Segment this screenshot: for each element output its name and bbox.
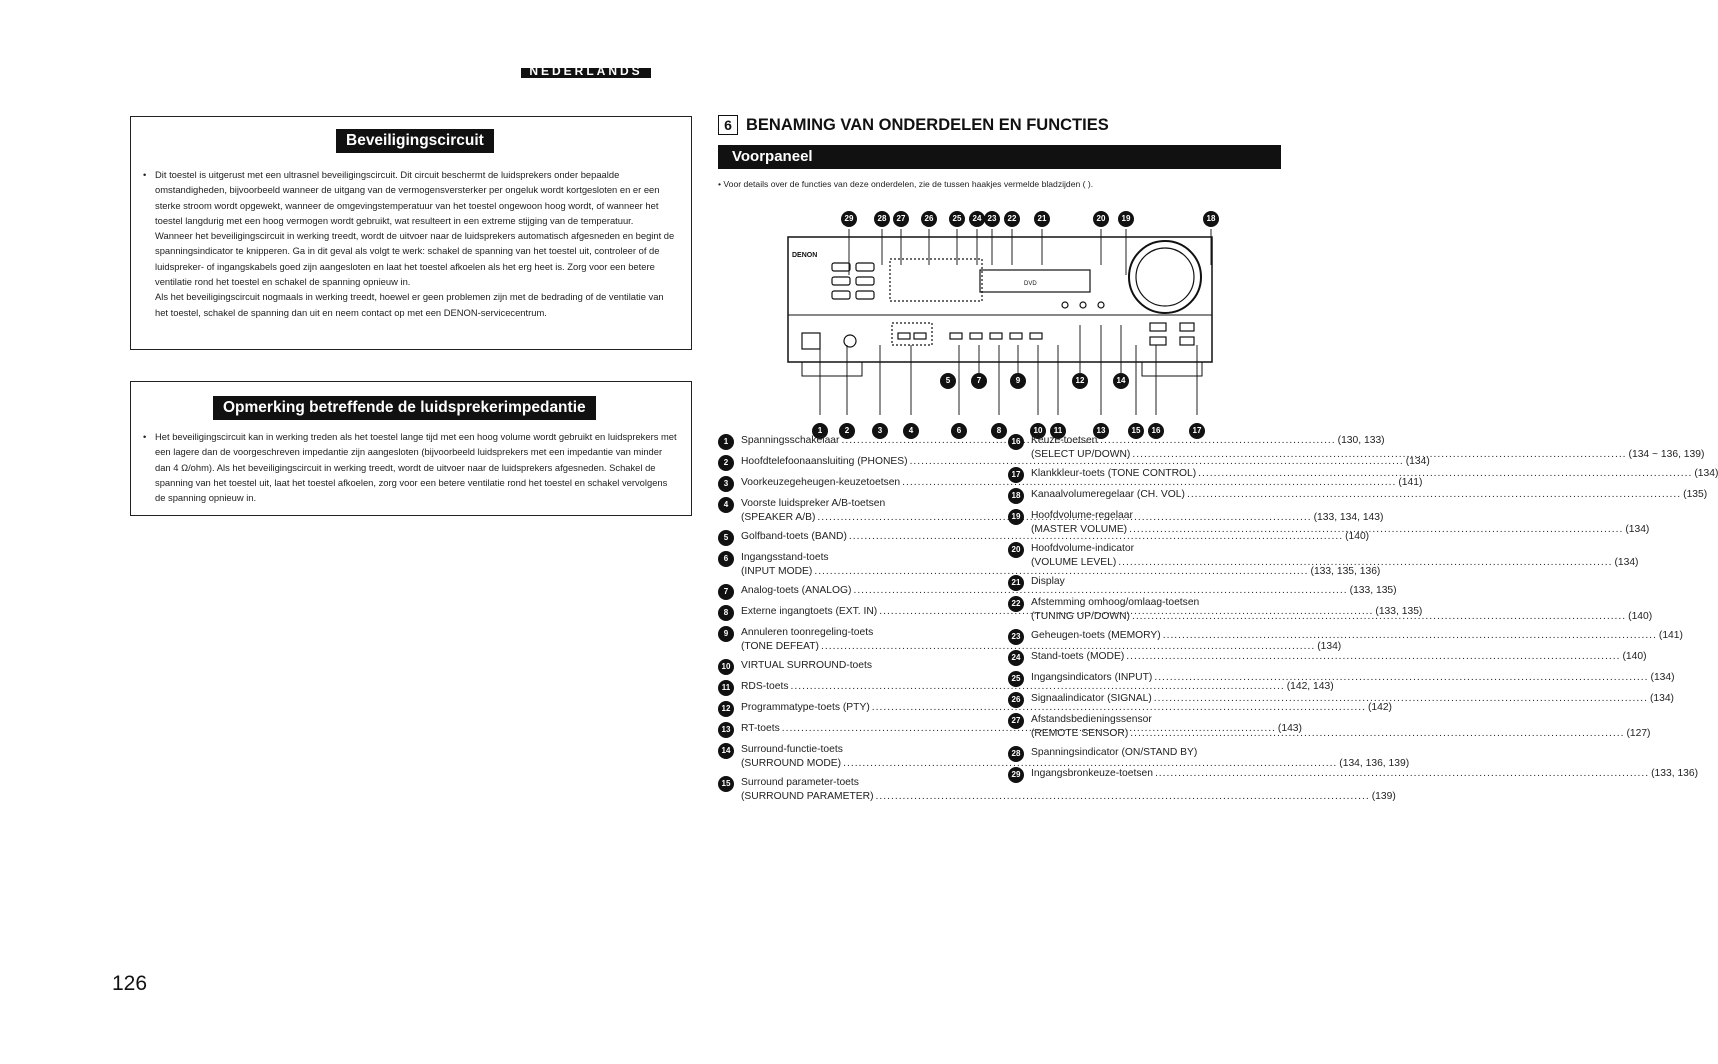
item-label: Afstandsbedieningssensor xyxy=(1031,714,1152,725)
bullet-icon: • xyxy=(143,431,147,442)
box1-bullet xyxy=(143,167,679,320)
leader-dots xyxy=(1129,523,1623,537)
protection-circuit-text xyxy=(143,167,679,320)
item-page-ref: (127) xyxy=(1626,728,1651,739)
item-line xyxy=(1031,746,1281,760)
section-note-text: Voor details over de functies van deze onderdelen, zie de tussen haakjes vermelde bladzijden ( ). xyxy=(723,179,1094,189)
item-label: Kanaalvolumeregelaar (CH. VOL) xyxy=(1031,489,1185,500)
box1-paragraph-2: Wanneer het beveiligingscircuit in werking treedt, wordt de uitvoer naar de luidsprekers automatisch afgesneden en begint de spanningsindicator te knipperen. Ga in dit geval als volgt te werk: schakel de spanning van het toestel uit, controleer of de luidspreker- of ingangskabels goed zijn aangesloten en laat het toestel afkoelen als het erg heet is. Zorg voor een betere ventilatie rond het toestel en schakel de spanning opnieuw in. xyxy=(155,230,675,288)
item-number-badge: 27 xyxy=(1008,713,1024,729)
item-line xyxy=(1031,434,1704,448)
item-page-ref: (134 ~ 136, 139) xyxy=(1628,449,1705,460)
box1-paragraph-1: Dit toestel is uitgerust met een ultrasnel beveiligingscircuit. Dit circuit beschermt de luidsprekers onder bepaalde omstandigheden, bijvoorbeeld wanneer de uitgang van de vermogensversterker per ongeluk wordt kortgesloten en er een sterke stroom wordt opgewekt, wanneer de omgevingstemperatuur van het toestel ongewoon hoog wordt, of wanneer het toestel langdurig met een hoog vermogen wordt gebruikt, wat resulteert in een extreme stijging van de temperatuur. xyxy=(155,169,660,226)
item-text xyxy=(1031,746,1281,762)
item-label: Voorste luidspreker A/B-toetsen xyxy=(741,498,886,509)
front-panel-title: Voorpaneel xyxy=(732,148,813,165)
item-number-badge: 21 xyxy=(1008,575,1024,591)
front-panel-diagram xyxy=(780,205,1220,440)
item-number-badge: 28 xyxy=(1008,746,1024,762)
item-line xyxy=(1031,575,1281,589)
language-tab xyxy=(521,64,651,78)
item-line xyxy=(1031,650,1647,664)
list-item xyxy=(718,659,990,675)
item-page-ref: (134) xyxy=(1317,641,1342,652)
item-number-badge: 1 xyxy=(718,434,734,450)
item-page-ref: (133, 135) xyxy=(1349,585,1397,596)
item-label: (SURROUND MODE) xyxy=(741,758,842,769)
item-number-badge: 20 xyxy=(1008,542,1024,558)
item-label: (VOLUME LEVEL) xyxy=(1031,557,1117,568)
item-page-ref: (133, 136) xyxy=(1651,768,1699,779)
marker-14: 14 xyxy=(1113,373,1129,389)
item-number-badge: 26 xyxy=(1008,692,1024,708)
item-number-badge: 23 xyxy=(1008,629,1024,645)
item-page-ref: (143) xyxy=(1277,723,1302,734)
item-number-badge: 24 xyxy=(1008,650,1024,666)
marker-13: 13 xyxy=(1093,423,1109,439)
leader-dots xyxy=(1154,671,1648,685)
item-label: Hoofdtelefoonaansluiting (PHONES) xyxy=(741,456,908,467)
marker-5: 5 xyxy=(940,373,956,389)
list-item xyxy=(718,455,1430,471)
item-line xyxy=(1031,448,1704,462)
leader-dots xyxy=(1132,448,1626,462)
item-label: (TUNING UP/DOWN) xyxy=(1031,611,1130,622)
item-line xyxy=(1031,509,1649,523)
item-number-badge: 15 xyxy=(718,776,734,792)
marker-8: 8 xyxy=(991,423,1007,439)
item-line xyxy=(741,790,1396,804)
item-page-ref: (130, 133) xyxy=(1337,435,1385,446)
leader-dots xyxy=(876,790,1370,804)
item-page-ref: (134) xyxy=(1694,468,1718,479)
item-line xyxy=(1031,671,1675,685)
marker-6: 6 xyxy=(951,423,967,439)
display-readout: DVD xyxy=(1024,281,1037,287)
item-label: Spanningsschakelaar xyxy=(741,435,840,446)
item-label: Hoofdvolume-regelaar xyxy=(1031,510,1133,521)
item-label: Afstemming omhoog/omlaag-toetsen xyxy=(1031,597,1200,608)
leader-dots xyxy=(1118,556,1612,570)
section-number: 6 xyxy=(718,115,738,135)
marker-16: 16 xyxy=(1148,423,1164,439)
list-item xyxy=(1008,650,1647,666)
marker-26: 26 xyxy=(921,211,937,227)
item-number-badge: 7 xyxy=(718,584,734,600)
speaker-impedance-text xyxy=(143,429,679,505)
item-page-ref: (140) xyxy=(1345,531,1370,542)
item-label: (INPUT MODE) xyxy=(741,566,813,577)
item-label: (SURROUND PARAMETER) xyxy=(741,791,874,802)
item-label: Ingangsindicators (INPUT) xyxy=(1031,672,1153,683)
item-text xyxy=(1031,575,1281,591)
item-number-badge: 12 xyxy=(718,701,734,717)
item-label: (SPEAKER A/B) xyxy=(741,512,816,523)
item-line xyxy=(1031,629,1683,643)
item-label: Spanningsindicator (ON/STAND BY) xyxy=(1031,747,1198,758)
protection-circuit-box xyxy=(130,116,692,350)
marker-24: 24 xyxy=(969,211,985,227)
item-text xyxy=(1031,650,1647,666)
item-page-ref: (140) xyxy=(1622,651,1647,662)
item-number-badge: 22 xyxy=(1008,596,1024,612)
leader-dots xyxy=(1130,727,1624,741)
item-line xyxy=(1031,542,1639,556)
list-item xyxy=(1008,746,1281,762)
marker-15: 15 xyxy=(1128,423,1144,439)
item-text xyxy=(1031,542,1639,570)
item-number-badge: 4 xyxy=(718,497,734,513)
item-label: Hoofdvolume-indicator xyxy=(1031,543,1135,554)
item-line xyxy=(1031,523,1649,537)
item-label: VIRTUAL SURROUND-toets xyxy=(741,660,873,671)
item-page-ref: (134) xyxy=(1650,672,1675,683)
item-page-ref: (139) xyxy=(1371,791,1396,802)
item-label: Golfband-toets (BAND) xyxy=(741,531,847,542)
marker-7: 7 xyxy=(971,373,987,389)
leader-dots xyxy=(1132,610,1626,624)
list-item xyxy=(718,701,1392,717)
marker-17: 17 xyxy=(1189,423,1205,439)
marker-10: 10 xyxy=(1030,423,1046,439)
item-label: Analog-toets (ANALOG) xyxy=(741,585,852,596)
item-line xyxy=(1031,596,1652,610)
bullet-icon: • xyxy=(143,169,147,180)
item-label: Stand-toets (MODE) xyxy=(1031,651,1125,662)
item-number-badge: 17 xyxy=(1008,467,1024,483)
list-item xyxy=(1008,488,1708,504)
item-number-badge: 18 xyxy=(1008,488,1024,504)
item-label: Ingangsstand-toets xyxy=(741,552,829,563)
marker-4: 4 xyxy=(903,423,919,439)
item-line xyxy=(1031,556,1639,570)
marker-21: 21 xyxy=(1034,211,1050,227)
marker-20: 20 xyxy=(1093,211,1109,227)
item-text xyxy=(1031,509,1649,537)
marker-27: 27 xyxy=(893,211,909,227)
leader-dots xyxy=(1155,767,1649,781)
language-tab-label: NEDERLANDS xyxy=(529,64,643,78)
list-item xyxy=(1008,542,1639,570)
item-text xyxy=(1031,629,1683,645)
item-label: (TONE DEFEAT) xyxy=(741,641,819,652)
item-label: Keuze-toetsen xyxy=(1031,435,1098,446)
item-number-badge: 13 xyxy=(718,722,734,738)
item-label: Surround-functie-toets xyxy=(741,744,843,755)
marker-9: 9 xyxy=(1010,373,1026,389)
item-line xyxy=(1031,488,1707,502)
item-label: Display xyxy=(1031,576,1065,587)
item-label: Geheugen-toets (MEMORY) xyxy=(1031,630,1161,641)
item-number-badge: 6 xyxy=(718,551,734,567)
speaker-impedance-title xyxy=(213,396,596,420)
item-line xyxy=(741,659,990,673)
item-number-badge: 8 xyxy=(718,605,734,621)
box2-paragraph-1: Het beveiligingscircuit kan in werking treden als het toestel lange tijd met een hoog volume wordt gebruikt en luidsprekers met een lagere dan de voorgeschreven impedantie zijn aangesloten (bijvoorbeeld luidsprekers met een impedantie van minder dan 4 Ω/ohm). Als het beveiligingscircuit in werking treedt, wordt de uitvoer naar de luidsprekers afgesneden. Schakel de spanning van het toestel uit, laat het toestel afkoelen, zorg voor een betere ventilatie rond het toestel en schakel vervolgens de spanning opnieuw in. xyxy=(155,431,677,504)
item-label: Signaalindicator (SIGNAL) xyxy=(1031,693,1152,704)
marker-1: 1 xyxy=(812,423,828,439)
item-page-ref: (134) xyxy=(1625,524,1650,535)
item-label: Voorkeuzegeheugen-keuzetoetsen xyxy=(741,477,901,488)
leader-dots xyxy=(1198,467,1692,481)
marker-12: 12 xyxy=(1072,373,1088,389)
item-page-ref: (134) xyxy=(1614,557,1639,568)
item-page-ref: (135) xyxy=(1683,489,1708,500)
item-page-ref: (142, 143) xyxy=(1286,681,1334,692)
front-panel-bar xyxy=(718,145,1281,169)
item-number-badge: 25 xyxy=(1008,671,1024,687)
list-item xyxy=(1008,767,1699,783)
item-line xyxy=(1031,727,1651,741)
item-text xyxy=(1031,671,1675,687)
item-number-badge: 29 xyxy=(1008,767,1024,783)
brand-logo: DENON xyxy=(792,252,818,259)
receiver-drawing xyxy=(780,205,1220,440)
item-page-ref: (141) xyxy=(1398,477,1423,488)
marker-22: 22 xyxy=(1004,211,1020,227)
section-heading xyxy=(718,115,1109,135)
item-page-ref: (141) xyxy=(1658,630,1683,641)
item-line xyxy=(1031,610,1652,624)
box2-title-text: Opmerking betreffende de luidsprekerimpedantie xyxy=(223,399,586,416)
section-title: BENAMING VAN ONDERDELEN EN FUNCTIES xyxy=(746,115,1109,134)
marker-25: 25 xyxy=(949,211,965,227)
item-label: (SELECT UP/DOWN) xyxy=(1031,449,1131,460)
item-text xyxy=(1031,767,1698,783)
item-page-ref: (133, 134, 143) xyxy=(1313,512,1384,523)
item-number-badge: 16 xyxy=(1008,434,1024,450)
leader-dots xyxy=(1154,692,1648,706)
marker-29: 29 xyxy=(841,211,857,227)
item-page-ref: (134) xyxy=(1649,693,1674,704)
page-number: 126 xyxy=(112,972,148,995)
item-text xyxy=(741,659,990,675)
item-line xyxy=(1031,692,1674,706)
marker-18: 18 xyxy=(1203,211,1219,227)
item-label: Externe ingangtoets (EXT. IN) xyxy=(741,606,878,617)
item-number-badge: 19 xyxy=(1008,509,1024,525)
list-item xyxy=(1008,629,1683,645)
item-line xyxy=(1031,467,1718,481)
leader-dots xyxy=(1163,629,1657,643)
box1-title-text: Beveiligingscircuit xyxy=(346,132,484,149)
list-item xyxy=(718,584,1397,600)
speaker-impedance-box xyxy=(130,381,692,516)
item-page-ref: (134, 136, 139) xyxy=(1339,758,1410,769)
item-label: Annuleren toonregeling-toets xyxy=(741,627,874,638)
protection-circuit-title xyxy=(336,129,494,153)
marker-28: 28 xyxy=(874,211,890,227)
item-page-ref: (142) xyxy=(1367,702,1392,713)
item-label: (MASTER VOLUME) xyxy=(1031,524,1128,535)
item-text xyxy=(1031,596,1652,624)
list-item xyxy=(718,476,1423,492)
item-text xyxy=(1031,713,1651,741)
marker-11: 11 xyxy=(1050,423,1066,439)
item-line xyxy=(1031,767,1698,781)
item-label: RDS-toets xyxy=(741,681,789,692)
item-label: Surround parameter-toets xyxy=(741,777,859,788)
list-item xyxy=(718,680,1334,696)
box2-bullet xyxy=(143,429,679,505)
item-page-ref: (140) xyxy=(1628,611,1653,622)
item-page-ref: (133, 135) xyxy=(1375,606,1423,617)
marker-2: 2 xyxy=(839,423,855,439)
item-number-badge: 11 xyxy=(718,680,734,696)
item-label: (REMOTE SENSOR) xyxy=(1031,728,1129,739)
item-text xyxy=(1031,692,1674,708)
list-item xyxy=(718,530,1370,546)
item-page-ref: (134) xyxy=(1405,456,1430,467)
item-text xyxy=(1031,467,1718,483)
leader-dots xyxy=(1187,488,1681,502)
list-item xyxy=(718,776,1396,804)
marker-23: 23 xyxy=(984,211,1000,227)
item-number-badge: 10 xyxy=(718,659,734,675)
item-text xyxy=(1031,434,1704,462)
section-note: • Voor details over de functies van deze onderdelen, zie de tussen haakjes vermelde bladzijden ( ). xyxy=(718,179,1094,189)
list-item xyxy=(1008,575,1281,591)
marker-3: 3 xyxy=(872,423,888,439)
item-label: Ingangsbronkeuze-toetsen xyxy=(1031,768,1153,779)
marker-19: 19 xyxy=(1118,211,1134,227)
item-number-badge: 9 xyxy=(718,626,734,642)
box1-paragraph-3: Als het beveiligingscircuit nogmaals in werking treedt, hoewel er geen problemen zijn met de bedrading of de ventilatie van het toestel, schakel de spanning dan uit en neem contact op met een DENON-servicecentrum. xyxy=(155,291,664,318)
item-number-badge: 14 xyxy=(718,743,734,759)
item-label: Programmatype-toets (PTY) xyxy=(741,702,870,713)
leader-dots xyxy=(1126,650,1620,664)
item-label: Klankkleur-toets (TONE CONTROL) xyxy=(1031,468,1197,479)
item-number-badge: 2 xyxy=(718,455,734,471)
item-number-badge: 3 xyxy=(718,476,734,492)
item-page-ref: (133, 135, 136) xyxy=(1310,566,1381,577)
item-line xyxy=(1031,713,1651,727)
item-label: RT-toets xyxy=(741,723,780,734)
item-text xyxy=(1031,488,1707,504)
item-number-badge: 5 xyxy=(718,530,734,546)
